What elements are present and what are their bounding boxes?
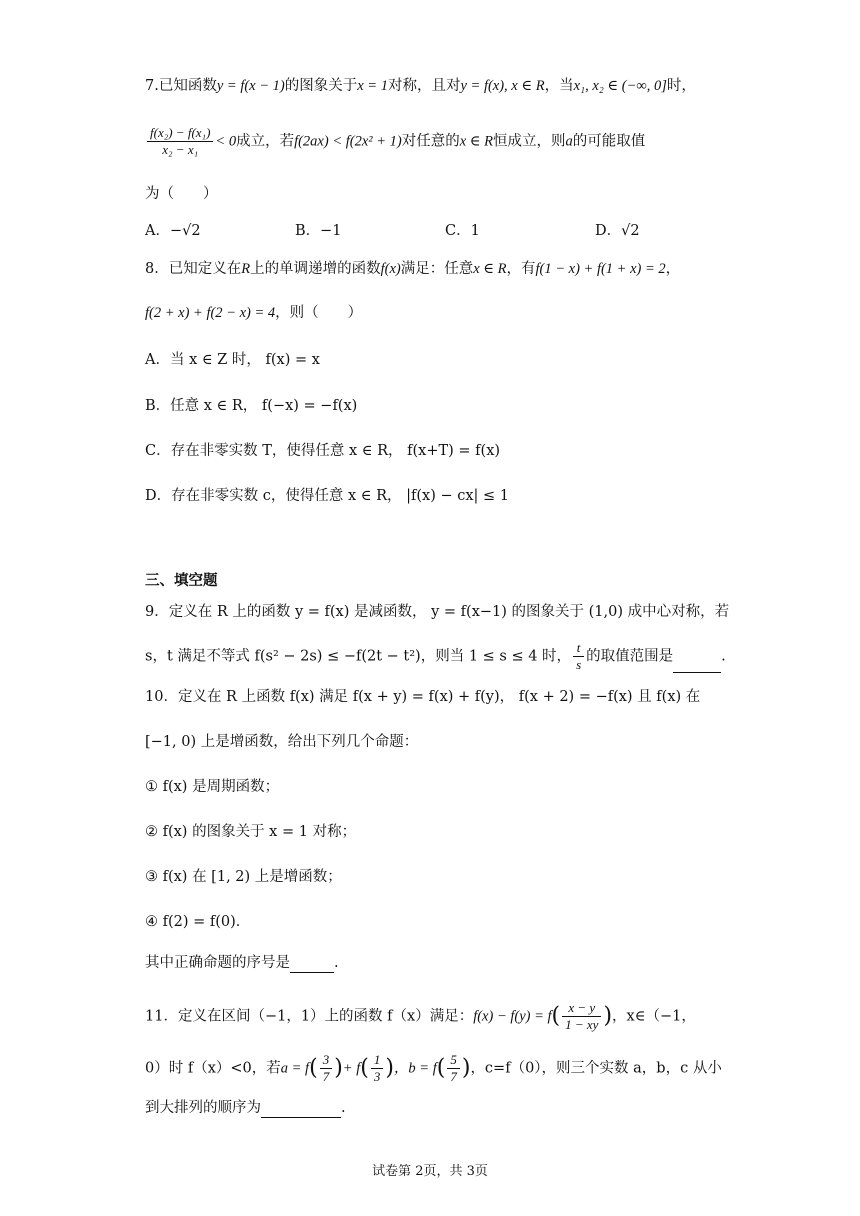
q9-line2: s，t 满足不等式 f(s² − 2s) ≤ −f(2t − t²)，则当 1 ≤ s ≤ 4 时， $\frac{t}{s}$ 的取值范围是 . [145, 640, 726, 672]
q10-item-3: ③ f(x) 在 [1, 2) 上是增函数； [145, 869, 342, 885]
q7-line3: 为（ ） [145, 186, 218, 202]
q9-fraction: $\frac{t}{s}$ [573, 640, 584, 673]
q10-answer-blank[interactable] [290, 958, 334, 973]
q11-line1: 11．定义在区间（−1，1）上的函数 f（x）满足：f(x) − f(y) = f( $\frac{x - y}{1 - xy}$ )，x∈（−1， [145, 1000, 696, 1032]
q10-line1: 10．定义在 R 上函数 f(x) 满足 f(x + y) = f(x) + f(y)， f(x + 2) = −f(x) 且 f(x) 在 [145, 689, 701, 705]
q8-option-b[interactable]: B．任意 x ∈ R， f(−x) = −f(x) [145, 398, 358, 414]
q8-option-d[interactable]: D．存在非零实数 c，使得任意 x ∈ R， |f(x) − cx| ≤ 1 [145, 488, 510, 504]
q8-line2: f(2 + x) + f(2 − x) = 4，则（ ） [145, 305, 363, 321]
q8-line1: 8．已知定义在R上的单调递增的函数f(x)满足：任意x ∈ R，有f(1 − x) + f(1 + x) = 2， [145, 261, 681, 277]
q11-answer-blank[interactable] [261, 1103, 341, 1118]
q7-option-d[interactable]: D．√2 [595, 223, 640, 239]
q8-option-c[interactable]: C．存在非零实数 T，使得任意 x ∈ R， f(x+T) = f(x) [145, 443, 501, 459]
q7-line1: 7.已知函数y = f(x − 1)的图象关于x = 1对称，且对y = f(x), x ∈ R，当x₁, x₂ ∈ (−∞, 0]时， [145, 78, 696, 94]
q7-fraction: $\frac{\text{f(x₂) − f(x₁)}}{\text{x₂ − x₁}}$ [147, 125, 213, 158]
q8-option-a[interactable]: A．当 x ∈ Z 时， f(x) = x [145, 352, 320, 368]
q11-line2: 0）时 f（x）<0，若a = f( $\frac{3}{7}$ )+ f( $\frac{1}{3}$ )，b = f( $\frac{5}{7}$ )，c=f（0），则三个实数 a，b，c 从小 [145, 1052, 722, 1084]
q11-fraction: $\frac{x - y}{1 - xy}$ [562, 1000, 601, 1033]
q9-answer-blank[interactable] [673, 658, 721, 673]
q7-option-b[interactable]: B．−1 [295, 223, 342, 239]
q10-item-1: ① f(x) 是周期函数； [145, 779, 280, 795]
section-title: 三、填空题 [145, 573, 218, 589]
q10-item-4: ④ f(2) = f(0)． [145, 914, 251, 930]
q7-option-a[interactable]: A．−√2 [145, 223, 201, 239]
q7-line2: $\frac{\text{f(x₂) − f(x₁)}}{\text{x₂ − x₁}}$ < 0成立，若f(2ax) < f(2x² + 1)对任意的x ∈ R恒成立，则a的可能取值 [145, 125, 645, 158]
q11-line3: 到大排列的顺序为 . [145, 1100, 346, 1116]
q10-item-2: ② f(x) 的图象关于 x = 1 对称； [145, 824, 357, 840]
q7-option-c[interactable]: C．1 [445, 223, 480, 239]
q10-line2: [−1, 0) 上是增函数，给出下列几个命题： [145, 734, 419, 750]
page-footer: 试卷第 2页，共 3页 [372, 1164, 488, 1179]
q10-ask: 其中正确命题的序号是 . [145, 955, 339, 971]
q9-line1: 9．定义在 R 上的函数 y = f(x) 是减函数， y = f(x−1) 的图象关于 (1,0) 成中心对称，若 [145, 604, 730, 620]
